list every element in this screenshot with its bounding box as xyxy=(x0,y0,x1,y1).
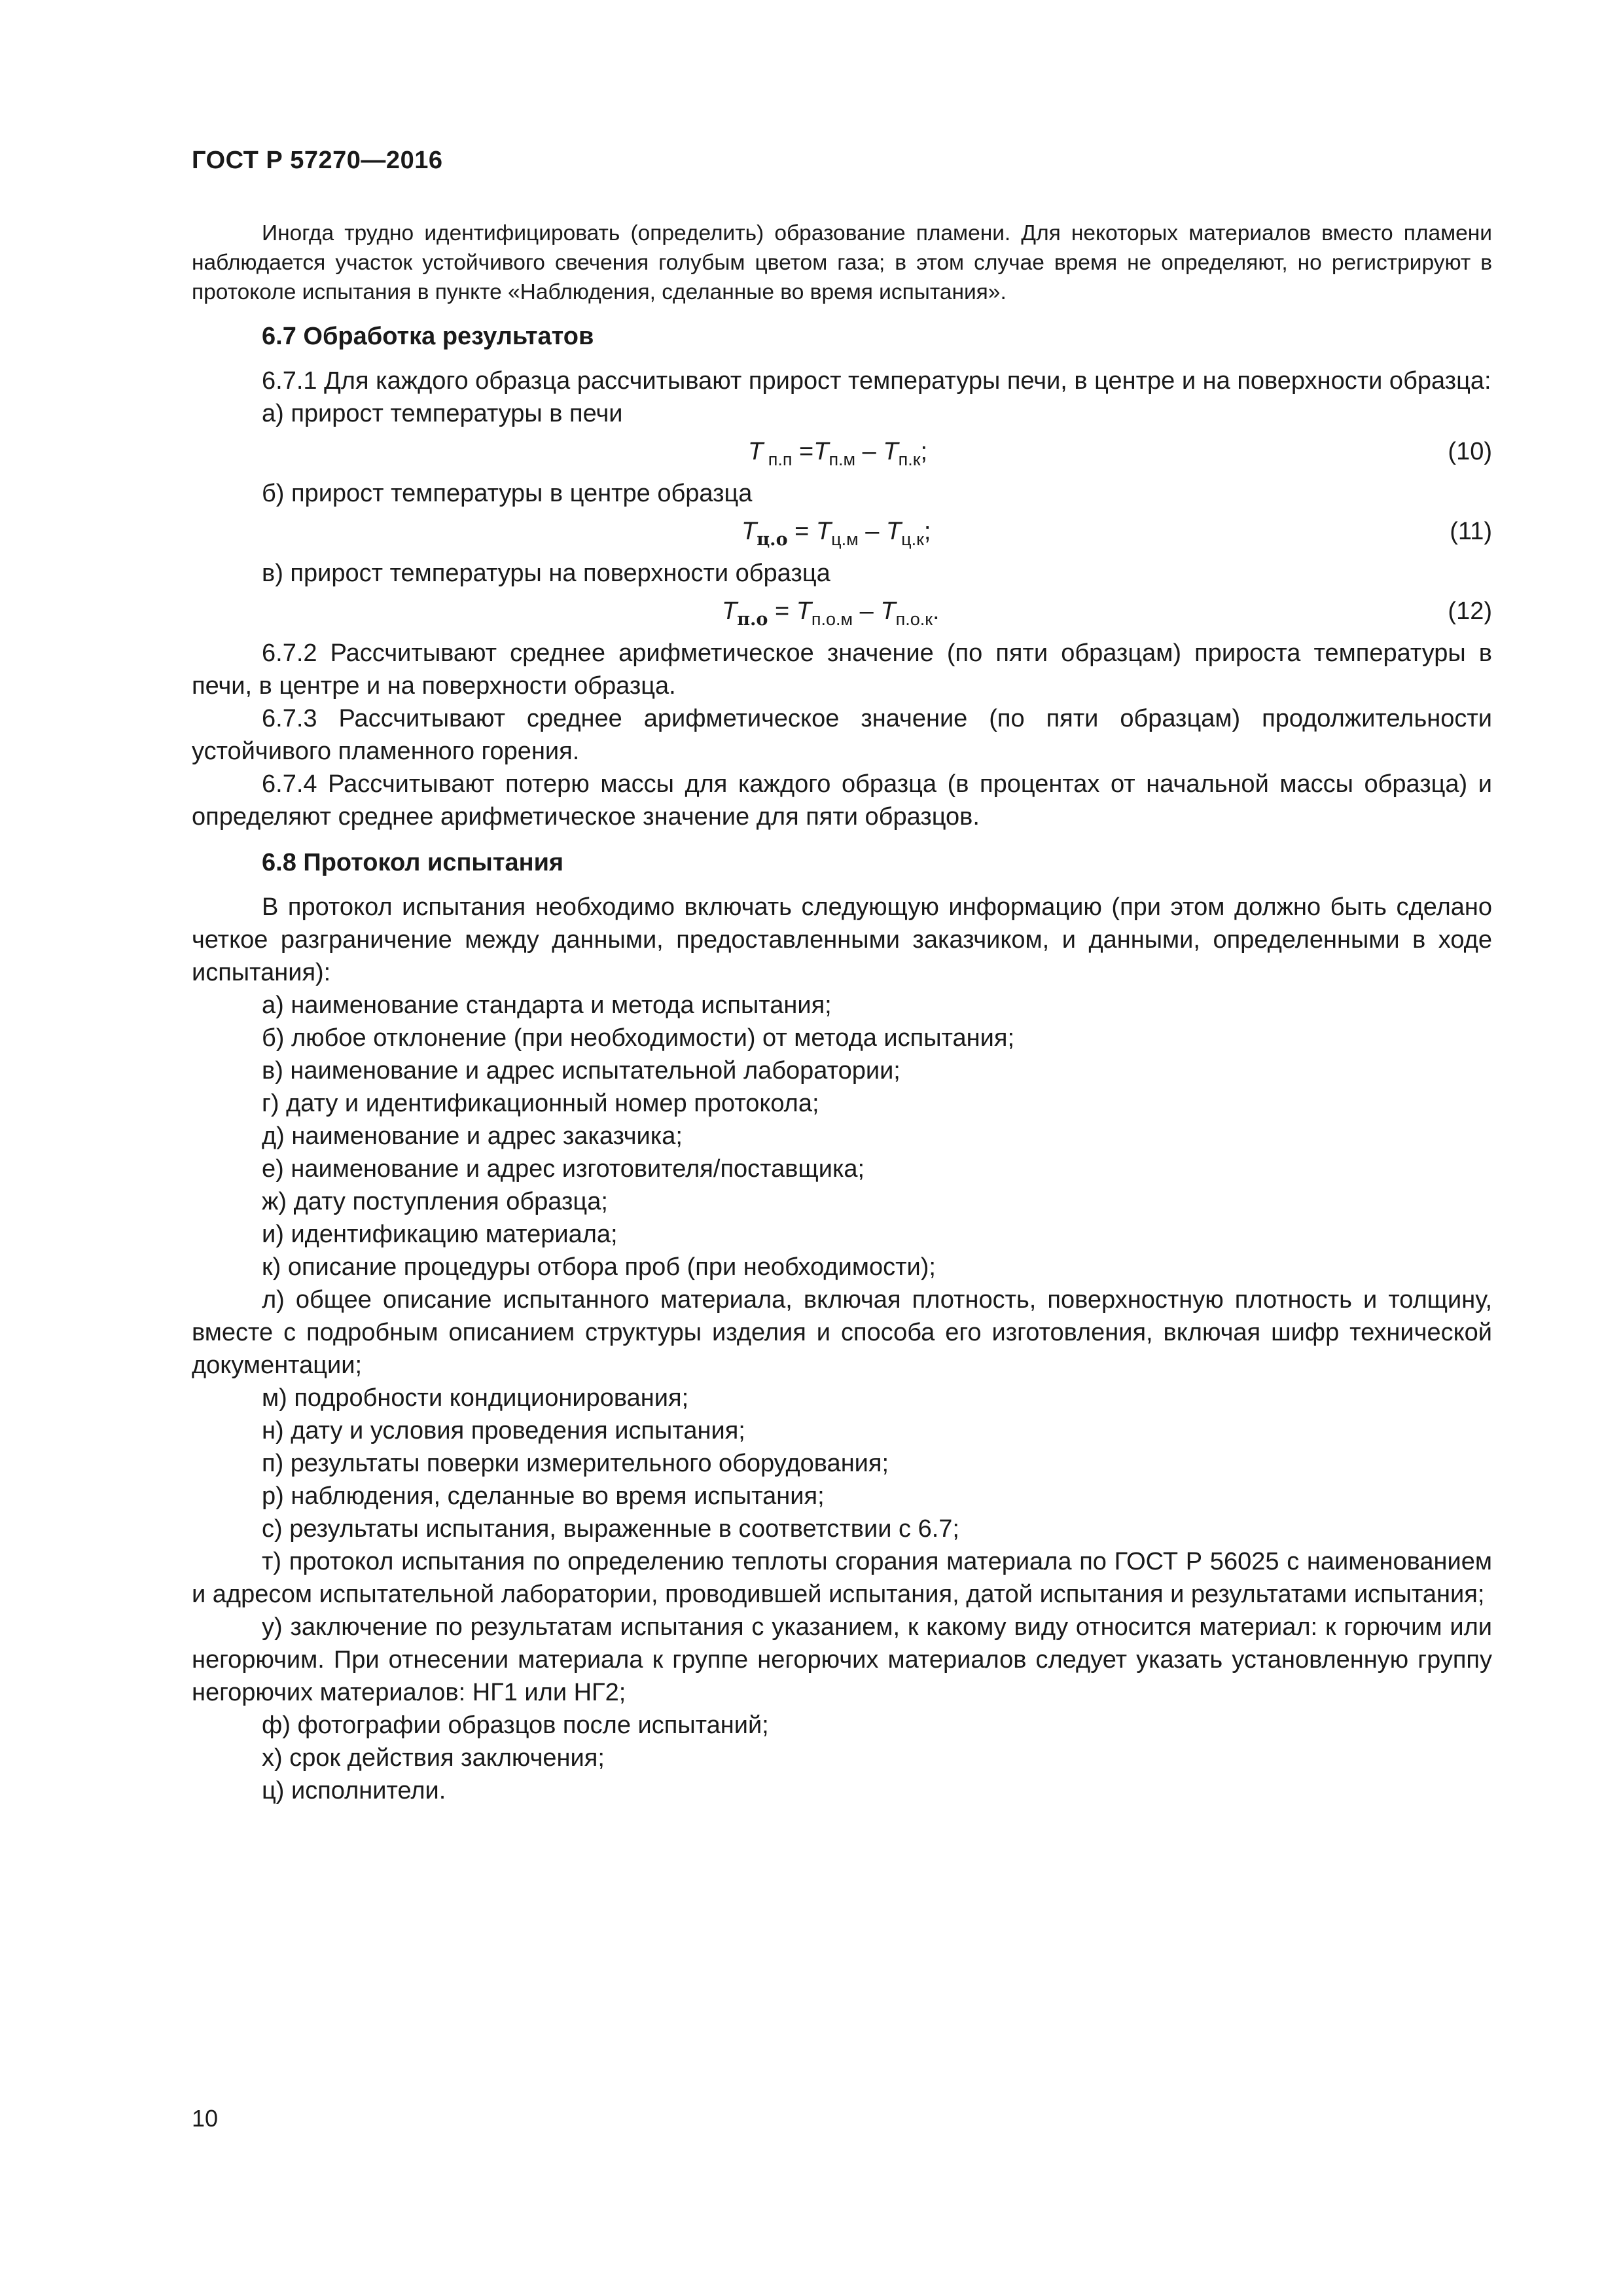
equation-12-number: (12) xyxy=(1448,598,1492,625)
list-item: л) общее описание испытанного материала, включая плотность, поверхностную плотность и толщину, вместе с подробным описанием структуры изделия и способа его изготовления, включая шифр технической документации; xyxy=(192,1286,1492,1379)
paragraph-671: 6.7.1 Для каждого образца рассчитывают прирост температуры печи, в центре и на поверхности образца: xyxy=(262,367,1491,395)
list-item: с) результаты испытания, выраженные в соответствии с 6.7; xyxy=(262,1515,959,1543)
list-item: и) идентификацию материала; xyxy=(262,1221,618,1248)
list-item: д) наименование и адрес заказчика; xyxy=(262,1122,683,1150)
paragraph-673: 6.7.3 Рассчитывают среднее арифметическое значение (по пяти образцам) продолжительности устойчивого пламенного горения. xyxy=(192,705,1492,765)
list-item: е) наименование и адрес изготовителя/поставщика; xyxy=(262,1155,865,1183)
equation-10-number: (10) xyxy=(1448,438,1492,465)
list-item: р) наблюдения, сделанные во время испытания; xyxy=(262,1482,825,1510)
list-item: а) наименование стандарта и метода испытания; xyxy=(262,992,832,1019)
list-item: к) описание процедуры отбора проб (при необходимости); xyxy=(262,1253,936,1281)
item-a-furnace: а) прирост температуры в печи xyxy=(262,400,623,427)
list-item: н) дату и условия проведения испытания; xyxy=(262,1417,745,1444)
equation-11-number: (11) xyxy=(1450,518,1492,545)
list-item: в) наименование и адрес испытательной лаборатории; xyxy=(262,1057,901,1085)
list-item: ф) фотографии образцов после испытаний; xyxy=(262,1712,769,1739)
section-68-title: 6.8 Протокол испытания xyxy=(262,849,564,876)
paragraph-68-intro: В протокол испытания необходимо включать следующую информацию (при этом должно быть сделано четкое разграничение между данными, предоставленными заказчиком, и данными, определенными в ходе испытания): xyxy=(192,893,1492,986)
equation-12 xyxy=(192,590,1492,637)
list-item: п) результаты поверки измерительного оборудования; xyxy=(262,1450,889,1477)
equation-10 xyxy=(192,430,1492,477)
list-item: ц) исполнители. xyxy=(262,1777,446,1804)
document-body xyxy=(192,219,1492,1807)
list-item: ж) дату поступления образца; xyxy=(262,1188,608,1215)
document-header: ГОСТ Р 57270—2016 xyxy=(192,147,443,174)
equation-10-formula: T $_{п.п} =T_{п.м} - T_{п.к}$; xyxy=(748,438,928,469)
list-item: т) протокол испытания по определению теплоты сгорания материала по ГОСТ Р 56025 с наименованием и адресом испытательной лаборатории, проводившей испытания, датой испытания и результатами испытания; xyxy=(192,1548,1492,1608)
equation-11 xyxy=(192,510,1492,557)
page-number: 10 xyxy=(192,2105,219,2132)
list-item: х) срок действия заключения; xyxy=(262,1744,605,1772)
equation-12-formula: $T_{п.о} = T_{п.о.м} - T_{п.о.к}$. xyxy=(722,598,940,630)
list-item: м) подробности кондиционирования; xyxy=(262,1384,689,1412)
item-b-center: б) прирост температуры в центре образца xyxy=(262,480,753,507)
list-item: у) заключение по результатам испытания с указанием, к какому виду относится материал: к горючим или негорючим. При отнесении материала к группе негорючих материалов следует указать установленную группу негорючих материалов: НГ1 или НГ2; xyxy=(192,1613,1492,1706)
item-c-surface: в) прирост температуры на поверхности образца xyxy=(262,560,830,587)
intro-paragraph: Иногда трудно идентифицировать (определить) образование пламени. Для некоторых материалов вместо пламени наблюдается участок устойчивого свечения голубым цветом газа; в этом случае время не определяют, но регистрируют в протоколе испытания в пункте «Наблюдения, сделанные во время испытания». xyxy=(192,221,1492,304)
list-item: б) любое отклонение (при необходимости) от метода испытания; xyxy=(262,1024,1015,1052)
equation-11-formula: $T_{ц.о} = T_{ц.м} - T_{ц.к}$; xyxy=(741,518,931,550)
paragraph-674: 6.7.4 Рассчитывают потерю массы для каждого образца (в процентах от начальной массы образца) и определяют среднее арифметическое значение для пяти образцов. xyxy=(192,770,1492,831)
list-item: г) дату и идентификационный номер протокола; xyxy=(262,1090,819,1117)
section-67-title: 6.7 Обработка результатов xyxy=(262,323,594,350)
paragraph-672: 6.7.2 Рассчитывают среднее арифметическое значение (по пяти образцам) прироста температуры в печи, в центре и на поверхности образца. xyxy=(192,639,1492,700)
